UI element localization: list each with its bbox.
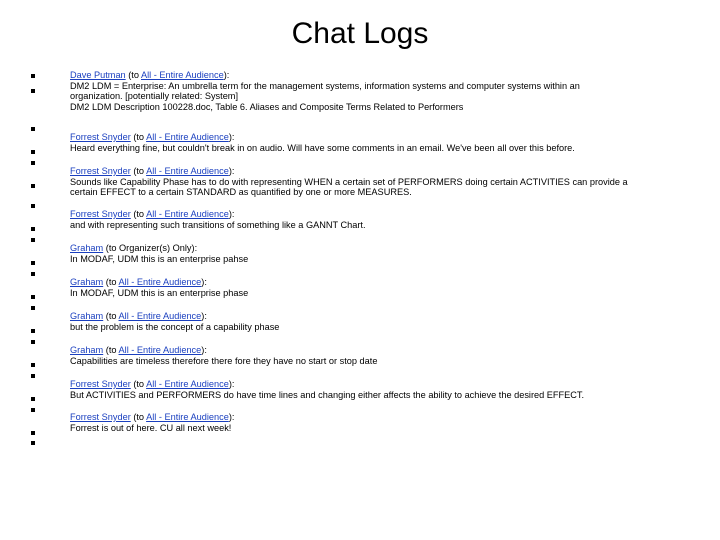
- audience-label: Organizer(s) Only: [119, 243, 192, 253]
- message-body: certain EFFECT to a certain STANDARD as quantified by one or more MEASURES.: [70, 187, 412, 197]
- message-header: [70, 243, 715, 254]
- message-body: DM2 LDM = Enterprise: An umbrella term for the management systems, information systems and computer systems within an: [70, 80, 580, 91]
- bullet-icon: [31, 184, 35, 188]
- bullet-icon: [31, 74, 35, 78]
- recipient-suffix: ):: [191, 243, 198, 253]
- sender-link[interactable]: Graham: [70, 243, 104, 253]
- message-header: [70, 166, 715, 177]
- message-body: organization. [potentially related: System]: [70, 91, 239, 101]
- message-body: Forrest is out of here. CU all next week!: [70, 422, 232, 433]
- bullet-icon: [31, 227, 35, 231]
- message-body: Heard everything fine, but couldn't break in on audio. Will have some comments in an email. We've been all over this before.: [70, 142, 575, 153]
- audience-link[interactable]: All - Entire Audience: [146, 132, 229, 142]
- sender-link[interactable]: Forrest Snyder: [70, 412, 131, 422]
- recipient-suffix: ):: [228, 132, 235, 142]
- message-body: Sounds like Capability Phase has to do with representing WHEN a certain set of PERFORMERS doing certain ACTIVITIES can provide a: [70, 176, 628, 187]
- recipient-prefix: (to: [130, 209, 147, 219]
- audience-link[interactable]: All - Entire Audience: [141, 70, 224, 80]
- recipient-suffix: ):: [201, 311, 207, 321]
- bullet-icon: [31, 374, 35, 378]
- recipient-suffix: ):: [201, 345, 207, 355]
- recipient-prefix: (to: [103, 277, 119, 287]
- audience-link[interactable]: All - Entire Audience: [146, 412, 229, 422]
- bullet-icon: [31, 431, 35, 435]
- message-header: [70, 311, 715, 322]
- sender-link[interactable]: Dave Putman: [70, 70, 126, 80]
- page-title: Chat Logs: [291, 17, 429, 50]
- sender-link[interactable]: Forrest Snyder: [70, 379, 131, 389]
- recipient-prefix: (to: [130, 166, 147, 176]
- recipient-suffix: ):: [201, 277, 207, 287]
- message-body: In MODAF, UDM this is an enterprise phase: [70, 287, 249, 298]
- bullet-icon: [31, 272, 35, 276]
- sender-link[interactable]: Forrest Snyder: [70, 132, 131, 142]
- bullet-icon: [31, 295, 35, 299]
- message-header: [70, 132, 715, 143]
- sender-link[interactable]: Graham: [70, 311, 104, 321]
- message-body: DM2 LDM Description 100228.doc, Table 6. Aliases and Composite Terms Related to Performers: [70, 101, 464, 112]
- bullet-icon: [31, 441, 35, 445]
- bullet-icon: [31, 408, 35, 412]
- bullet-icon: [31, 89, 35, 93]
- recipient-suffix: ):: [228, 209, 235, 219]
- message-header: [70, 345, 715, 356]
- audience-link[interactable]: All - Entire Audience: [118, 311, 202, 321]
- message-header: [70, 209, 715, 220]
- sender-link[interactable]: Graham: [70, 345, 104, 355]
- message-header: [70, 379, 715, 390]
- message-header: [70, 277, 715, 288]
- bullet-icon: [31, 204, 35, 208]
- recipient-suffix: ):: [228, 166, 235, 176]
- bullet-icon: [31, 127, 35, 131]
- audience-link[interactable]: All - Entire Audience: [118, 277, 202, 287]
- recipient-suffix: ):: [228, 379, 235, 389]
- sender-link[interactable]: Graham: [70, 277, 104, 287]
- bullet-icon: [31, 329, 35, 333]
- recipient-prefix: (to: [130, 379, 147, 389]
- message-body: In MODAF, UDM this is an enterprise pahse: [70, 253, 249, 264]
- recipient-prefix: (to: [125, 70, 141, 80]
- bullet-icon: [31, 363, 35, 367]
- message-body: But ACTIVITIES and PERFORMERS do have time lines and changing either affects the ability to achieve the desired EFFECT.: [70, 389, 585, 400]
- recipient-prefix: (to: [103, 345, 119, 355]
- message-header: [70, 412, 715, 423]
- audience-link[interactable]: All - Entire Audience: [146, 379, 229, 389]
- bullet-icon: [31, 340, 35, 344]
- bullet-icon: [31, 238, 35, 242]
- recipient-prefix: (to: [103, 311, 119, 321]
- sender-link[interactable]: Forrest Snyder: [70, 166, 131, 176]
- bullet-icon: [31, 306, 35, 310]
- bullet-icon: [31, 261, 35, 265]
- recipient-prefix: (to: [103, 243, 120, 253]
- recipient-suffix: ):: [223, 70, 230, 80]
- bullet-icon: [31, 150, 35, 154]
- audience-link[interactable]: All - Entire Audience: [146, 166, 229, 176]
- message-body: Capabilities are timeless therefore there fore they have no start or stop date: [70, 355, 378, 366]
- bullet-icon: [31, 161, 35, 165]
- message-body: but the problem is the concept of a capability phase: [70, 321, 280, 332]
- audience-link[interactable]: All - Entire Audience: [118, 345, 202, 355]
- recipient-prefix: (to: [130, 412, 147, 422]
- message-body: and with representing such transitions of something like a GANNT Chart.: [70, 219, 366, 230]
- bullet-icon: [31, 397, 35, 401]
- recipient-suffix: ):: [228, 412, 235, 422]
- message-header: [70, 70, 715, 81]
- sender-link[interactable]: Forrest Snyder: [70, 209, 131, 219]
- audience-link[interactable]: All - Entire Audience: [146, 209, 229, 219]
- recipient-prefix: (to: [130, 132, 147, 142]
